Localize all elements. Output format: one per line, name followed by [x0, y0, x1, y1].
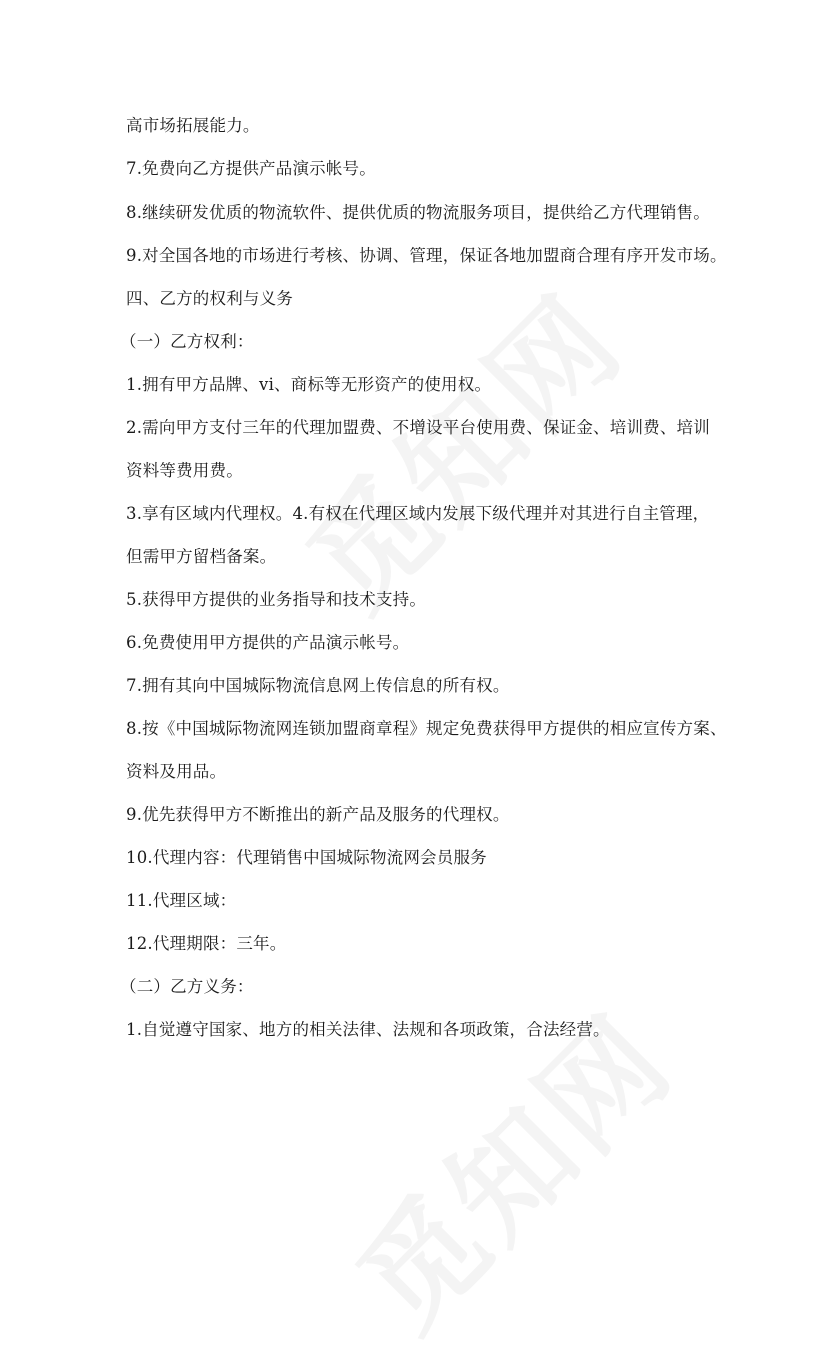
paragraph-line: 高市场拓展能力。 — [126, 116, 260, 135]
paragraph-line: 7.免费向乙方提供产品演示帐号。 — [126, 159, 376, 178]
paragraph-line: 2.需向甲方支付三年的代理加盟费、不增设平台使用费、保证金、培训费、培训 — [126, 418, 710, 437]
watermark — [265, 252, 654, 641]
paragraph-line: 8.继续研发优质的物流软件、提供优质的物流服务项目，提供给乙方代理销售。 — [126, 203, 710, 222]
paragraph-line: 12.代理期限：三年。 — [126, 934, 287, 953]
paragraph-line: 但需甲方留档备案。 — [126, 547, 277, 566]
paragraph-line: 资料及用品。 — [126, 762, 227, 781]
paragraph-line: 3.享有区域内代理权。4.有权在代理区域内发展下级代理并对其进行自主管理， — [126, 504, 710, 523]
paragraph-line: 9.对全国各地的市场进行考核、协调、管理，保证各地加盟商合理有序开发市场。 — [126, 246, 727, 265]
paragraph-line: 6.免费使用甲方提供的产品演示帐号。 — [126, 633, 410, 652]
paragraph-line: 9.优先获得甲方不断推出的新产品及服务的代理权。 — [126, 805, 510, 824]
subsection-heading: （二）乙方义务： — [120, 977, 254, 996]
paragraph-line: 1.拥有甲方品牌、vi、商标等无形资产的使用权。 — [126, 375, 492, 394]
paragraph-line: 5.获得甲方提供的业务指导和技术支持。 — [126, 590, 427, 609]
paragraph-line: 11.代理区域： — [126, 891, 237, 910]
section-heading: 四、乙方的权利与义务 — [126, 289, 293, 308]
paragraph-line: 1.自觉遵守国家、地方的相关法律、法规和各项政策，合法经营。 — [126, 1020, 610, 1039]
paragraph-line: 10.代理内容：代理销售中国城际物流网会员服务 — [126, 848, 487, 867]
paragraph-line: 8.按《中国城际物流网连锁加盟商章程》规定免费获得甲方提供的相应宣传方案、 — [126, 719, 727, 738]
subsection-heading: （一）乙方权利： — [120, 332, 254, 351]
paragraph-line: 7.拥有其向中国城际物流信息网上传信息的所有权。 — [126, 676, 510, 695]
paragraph-line: 资料等费用费。 — [126, 461, 243, 480]
